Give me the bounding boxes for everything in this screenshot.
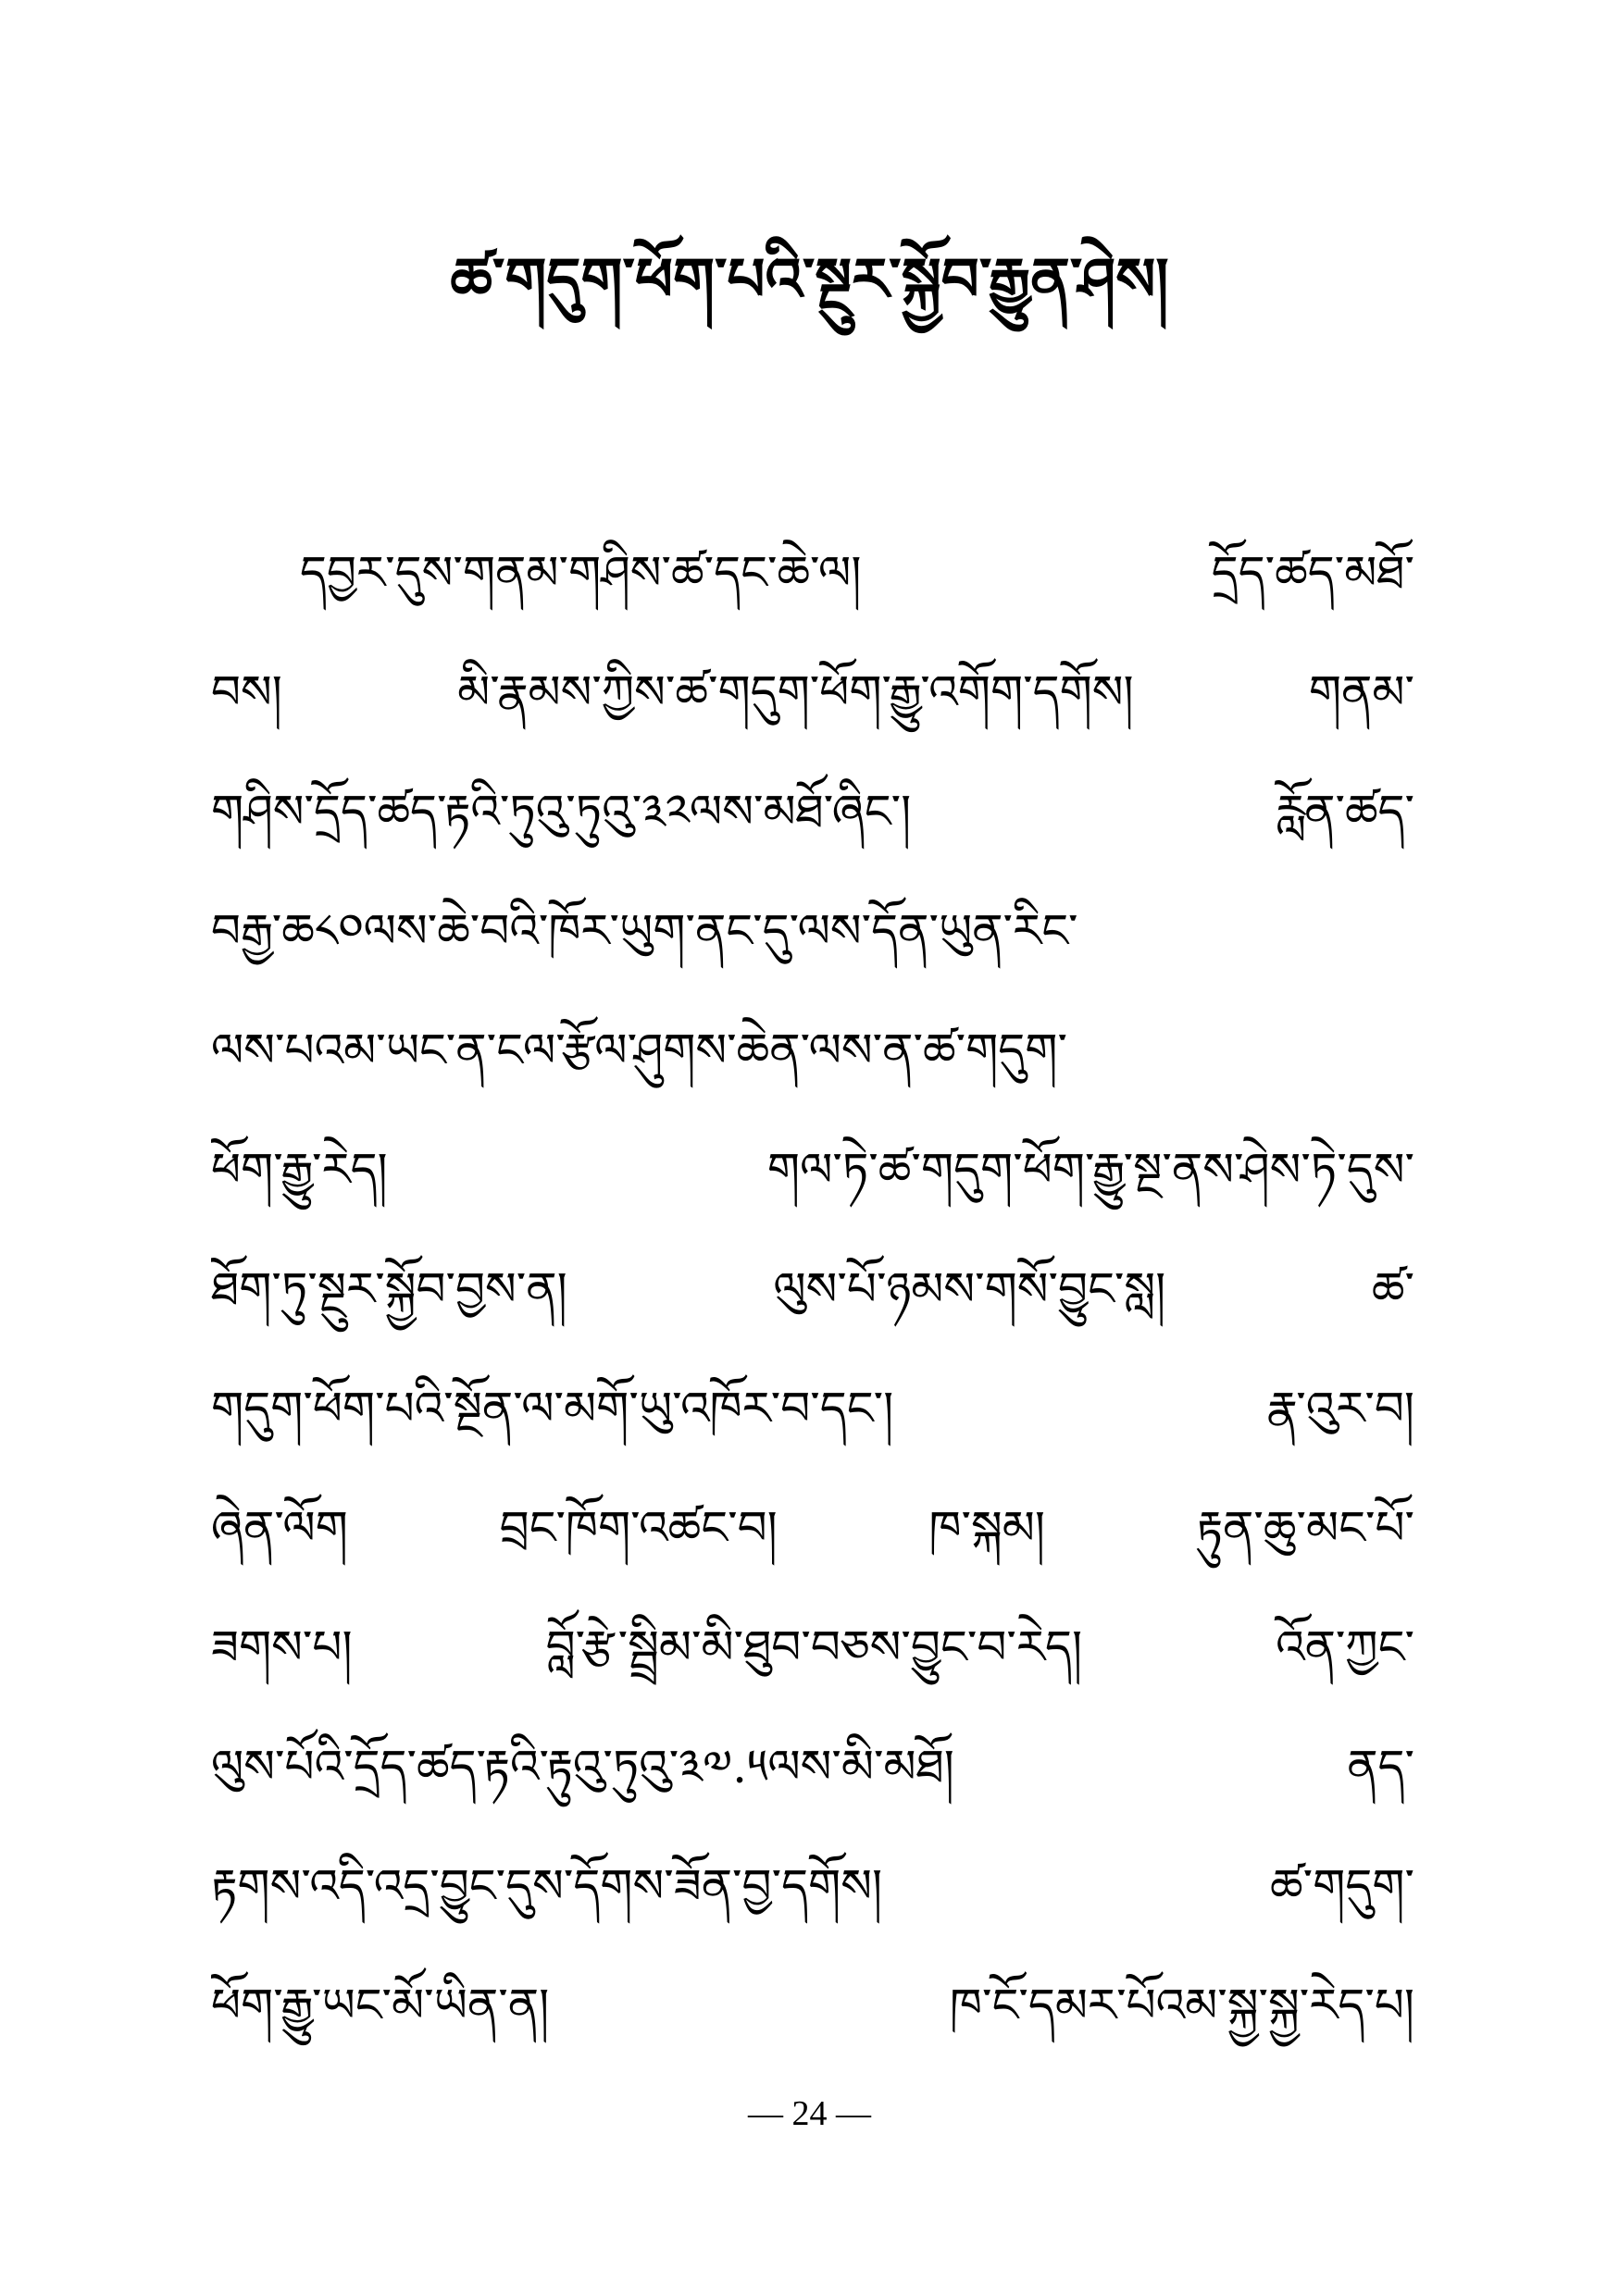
- text-line: ལས་པའམ་ཡང་ན་ངལ་རྩོལ་ཤུགས་ཆེན་ལས་ན་ཚ་གདུག་: [211, 1024, 1067, 1077]
- text-line: བས། མི་རྣམས་ཀྱིས་ཚ་གདུག་ཕོག་རྒྱུ་འགོག་དགོས། གནམ་: [211, 665, 1414, 719]
- text-line: རྟགས་འདི་འདྲ་བྱུང་དུས་དོགས་ཟོན་བྱ་དགོས། ཚ་གདུག་: [211, 1859, 1414, 1913]
- page-title: ཚ་གདུག་ཕོག་པའི་སྔུར་སྐྱོབ་རྒྱུན་ཤེས།: [450, 245, 1169, 315]
- page-number: — 24 —: [748, 2094, 871, 2133]
- text-line: དབྱར་དུས་གནམ་གཤིས་ཚ་དང་ཆེ་ལ། དྲོད་ཚད་མཐོ་: [300, 546, 1414, 600]
- text-line: གདུག་ཕོག་པའི་སྔོན་ལ་མགོ་ཡུ་འཁོར་བ་དང་། རྣ་འུར་བ།: [211, 1382, 1414, 1435]
- text-line: ཟགས་པ། བློ་རྩེ་སྦྲིམ་མི་ཐུབ་བཅས་བྱུང་བ་རེད། འོན་ཀྱང་: [211, 1620, 1414, 1674]
- body-text: [211, 514, 1414, 2066]
- text-line: ལུས་པོའི་དྲོད་ཚད་རྟའི་རྟུའུ་ཏུའུ་༣༧.༥ལས་མི་མཐོ། ནད་: [211, 1740, 1414, 1793]
- text-line: ཕོག་རྒྱུ་རེད། གལ་ཏེ་ཚ་གདུག་ཕོག་རྒྱུ་སྔ་ནས་ཤེས་ཏེ་དུས་: [211, 1143, 1414, 1197]
- text-line: ཕོག་རྒྱུ་ཡང་མོ་ཡིན་ན། ཁ་ངོ་དམར་པོའམ་སྐྱ་སྐྱ་རེད་པ།: [211, 1979, 1414, 2032]
- text-line: གཤིས་དྲོད་ཚད་རྟའི་ཏུའུ་ཏུའུ་༣༢ལས་མཐོ་ཞིང་། རློན་ཚད་: [211, 785, 1414, 838]
- text-line: བརྒྱ་ཆ༨༠ལས་ཆེ་བའི་ཁོར་ཡུག་ནང་དུ་ལས་དོན་ཡུན་རིང་: [211, 904, 1078, 958]
- text-line: ཞེན་ལོག བྲང་ཁོག་འཚང་བ། ཁ་སྐམ། རྟུན་ཆུ་མང་པོ་: [211, 1501, 1414, 1555]
- text-line: ཐོག་ཏུ་སྔུར་སྐྱོབ་བྱས་ན། ལུས་པོ་ཉམས་གསོ་བྱུང་སླ། ཚ་: [211, 1262, 1414, 1316]
